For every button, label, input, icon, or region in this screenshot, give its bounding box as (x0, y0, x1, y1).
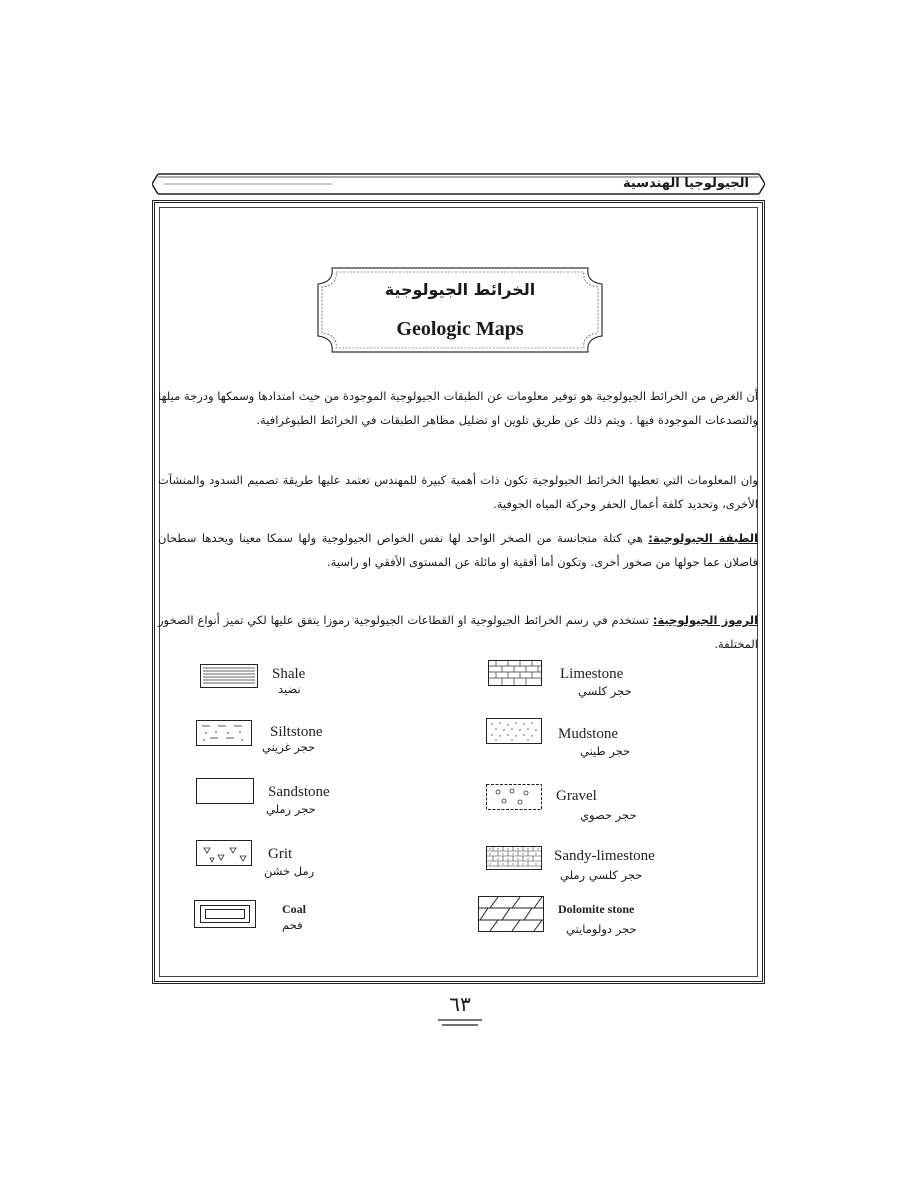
coal-label-arabic: فحم (282, 918, 303, 932)
limestone-symbol (488, 660, 542, 686)
limestone-label: Limestone (560, 666, 624, 682)
sandstone-label: Sandstone (268, 784, 330, 800)
grit-label-arabic: رمل خشن (264, 864, 315, 878)
page-number (420, 992, 500, 1030)
gravel-label-arabic: حجر حصوي (580, 808, 637, 822)
coal-label: Coal (282, 902, 306, 916)
term-geologic-symbols: الرموز الجيولوجية: (652, 613, 758, 627)
sandy-limestone-label: Sandy-limestone (554, 848, 655, 864)
coal-symbol (194, 900, 256, 928)
grit-symbol (196, 840, 252, 866)
sandy-limestone-symbol (486, 846, 542, 870)
shale-label-arabic: نضيد (278, 682, 301, 696)
sandy-limestone-label-arabic: حجر كلسي رملي (560, 868, 643, 882)
mudstone-label: Mudstone (558, 726, 618, 742)
page-number-text: ٦٣ (449, 992, 471, 1016)
title-english: Geologic Maps (396, 318, 524, 340)
siltstone-label-arabic: حجر غريني (262, 740, 316, 754)
definition-geologic-symbols: تستخدم في رسم الخرائط الجيولوجية او القطاعات الجيولوجية رموزا يتفق عليها لكي تميز أنواع الصخور المختلفة. (158, 613, 758, 651)
title-box (316, 266, 604, 354)
paragraph-importance: وان المعلومات التي تعطيها الخرائط الجيولوجية تكون ذات أهمية كبيرة للمهندس تعتمد عليها طريقة تصميم السدود والمنشآت الأخرى، وتحديد كلفة أعمال الحفر وحركة المياه الجوفية. (158, 473, 758, 511)
dolomite-label: Dolomite stone (558, 902, 635, 916)
term-geologic-layer: الطبقة الجيولوجية: (648, 531, 759, 545)
mudstone-label-arabic: حجر طيني (580, 744, 631, 758)
gravel-label: Gravel (556, 788, 597, 804)
siltstone-label: Siltstone (270, 724, 323, 740)
paragraph-purpose: أن الغرض من الخرائط الجيولوجية هو توفير معلومات عن الطبقات الجيولوجية الموجودة من حيث امتدادها وسمكها ودرجة ميلها والتصدعات الموجودة فيها . ويتم ذلك عن طريق تلوين او تضليل مظاهر الطبقات في الخرائط الطبوغرافية. (158, 389, 758, 427)
dolomite-symbol (478, 896, 544, 932)
grit-label: Grit (268, 846, 293, 862)
title-arabic: الخرائط الجيولوجية (384, 280, 536, 299)
page-header (152, 172, 765, 196)
sandstone-label-arabic: حجر رملي (266, 802, 316, 816)
limestone-label-arabic: حجر كلسي (578, 684, 632, 698)
sandstone-symbol (196, 778, 254, 804)
shale-label: Shale (272, 666, 306, 682)
paragraph-geologic-symbols (158, 608, 758, 656)
paragraph-geologic-layer (158, 526, 758, 574)
header-title: الجيولوجيا الهندسية (623, 176, 749, 191)
page-number-underline (420, 1016, 500, 1030)
definition-geologic-layer: هي كتلة متجانسة من الصخر الواحد لها نفس الخواص الجيولوجية ولها سمكا معينا ويحدها سطحان فاصلان عما حولها من صخور أخرى. وتكون أما أفقية او مائلة عن المستوى الأفقي او راسية. (158, 531, 758, 569)
gravel-symbol (486, 784, 542, 810)
mudstone-symbol (486, 718, 542, 744)
siltstone-symbol (196, 720, 252, 746)
dolomite-label-arabic: حجر دولومايتي (566, 922, 637, 936)
shale-symbol (200, 664, 258, 688)
